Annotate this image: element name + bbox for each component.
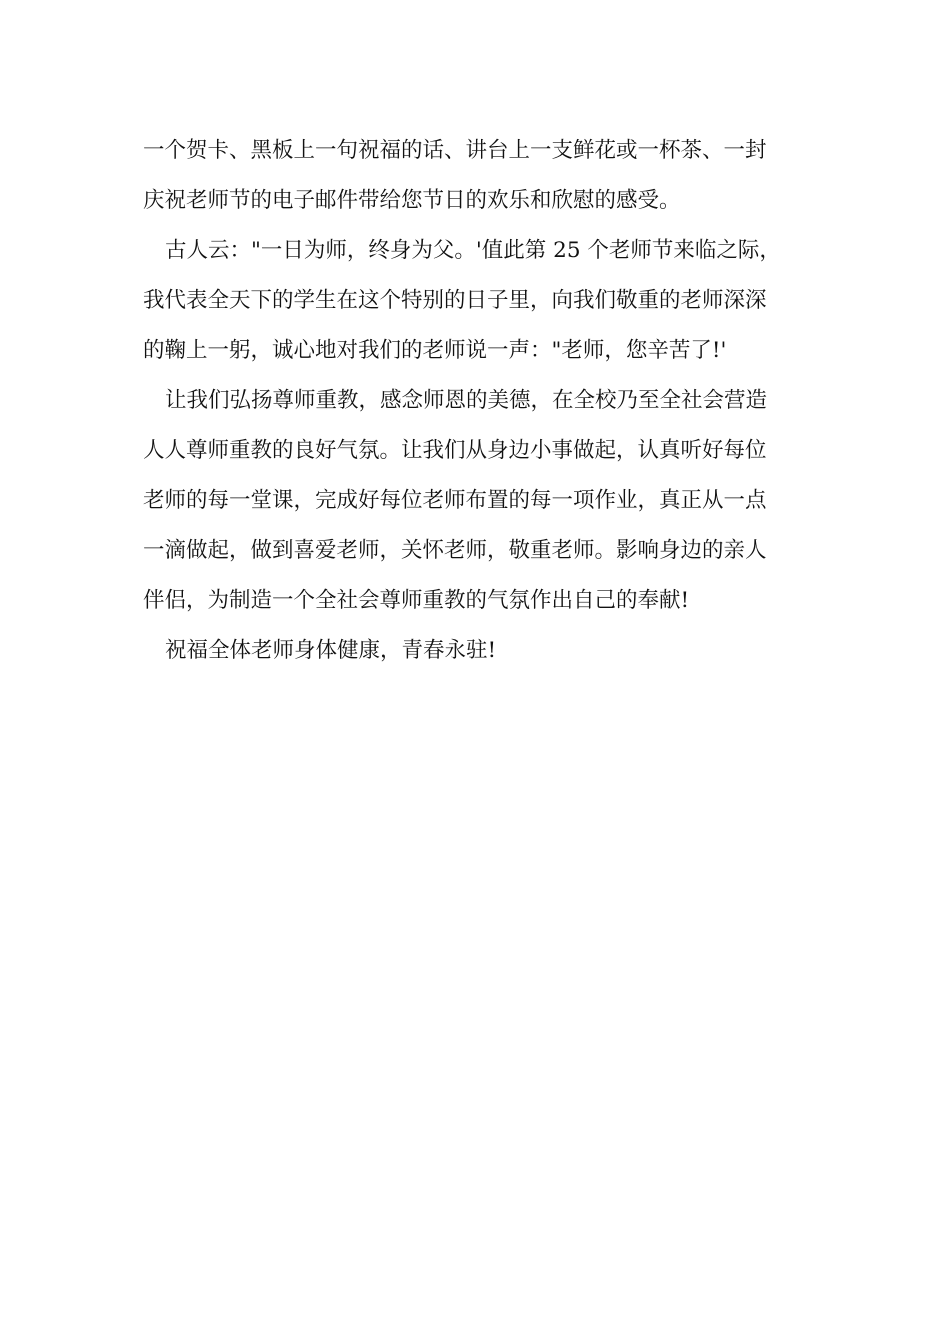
- text-line: 一滴做起，做到喜爱老师，关怀老师，敬重老师。影响身边的亲人: [143, 538, 767, 563]
- document-body: [143, 126, 811, 676]
- text-line: 我代表全天下的学生在这个特别的日子里，向我们敬重的老师深深: [143, 288, 767, 313]
- text-line: 一个贺卡、黑板上一句祝福的话、讲台上一支鲜花或一杯茶、一封: [143, 138, 767, 163]
- paragraph-start-line: 祝福全体老师身体健康，青春永驻!: [165, 638, 497, 663]
- paragraph-start-line: 古人云："一日为师，终身为父。'值此第 25 个老师节来临之际，: [165, 238, 781, 263]
- text-line: 老师的每一堂课，完成好每位老师布置的每一项作业，真正从一点: [143, 488, 767, 513]
- text-line: 庆祝老师节的电子邮件带给您节日的欢乐和欣慰的感受。: [143, 188, 681, 213]
- text-line: 的鞠上一躬，诚心地对我们的老师说一声："老师，您辛苦了!': [143, 338, 727, 363]
- paragraph-start-line: 让我们弘扬尊师重教，感念师恩的美德，在全校乃至全社会营造: [165, 388, 768, 413]
- text-line: 人人尊师重教的良好气氛。让我们从身边小事做起，认真听好每位: [143, 438, 767, 463]
- text-line: 伴侣，为制造一个全社会尊师重教的气氛作出自己的奉献!: [143, 588, 690, 613]
